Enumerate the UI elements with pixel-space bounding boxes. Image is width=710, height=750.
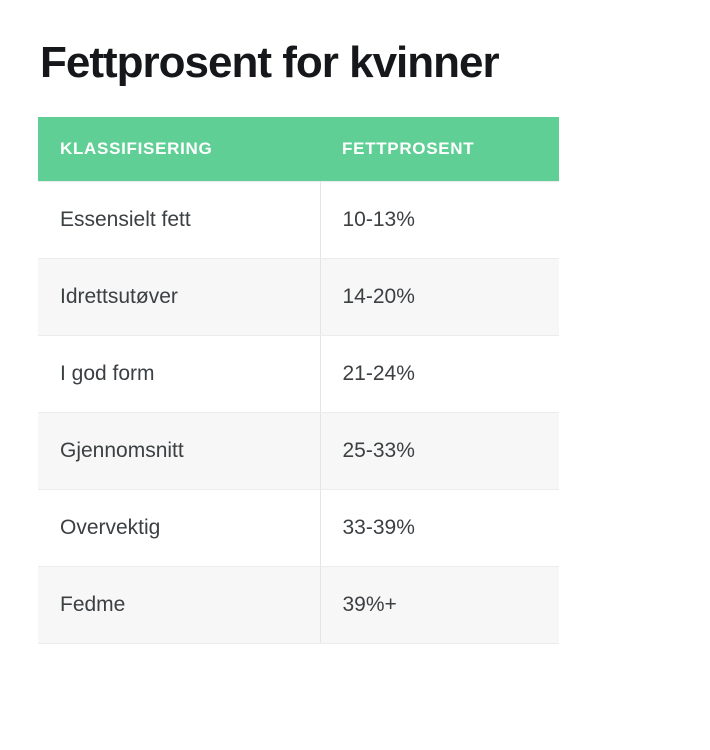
body-fat-table-wrapper (38, 117, 515, 644)
cell-classification: Fedme (38, 566, 320, 643)
cell-percentage: 10-13% (320, 181, 559, 258)
body-fat-table (38, 117, 559, 644)
cell-percentage: 14-20% (320, 258, 559, 335)
table-header-row (38, 117, 559, 182)
column-header-percentage: FETTPROSENT (320, 117, 559, 182)
table-header (38, 117, 559, 182)
table-row (38, 412, 559, 489)
cell-classification: I god form (38, 335, 320, 412)
table-row (38, 489, 559, 566)
cell-percentage: 21-24% (320, 335, 559, 412)
table-row (38, 335, 559, 412)
cell-percentage: 25-33% (320, 412, 559, 489)
table-row (38, 181, 559, 258)
cell-classification: Idrettsutøver (38, 258, 320, 335)
table-row (38, 258, 559, 335)
page-title: Fettprosent for kvinner (40, 38, 499, 87)
column-header-classification: KLASSIFISERING (38, 117, 320, 182)
cell-classification: Overvektig (38, 489, 320, 566)
table-body (38, 181, 559, 643)
cell-percentage: 33-39% (320, 489, 559, 566)
table-row (38, 566, 559, 643)
cell-percentage: 39%+ (320, 566, 559, 643)
cell-classification: Essensielt fett (38, 181, 320, 258)
cell-classification: Gjennomsnitt (38, 412, 320, 489)
